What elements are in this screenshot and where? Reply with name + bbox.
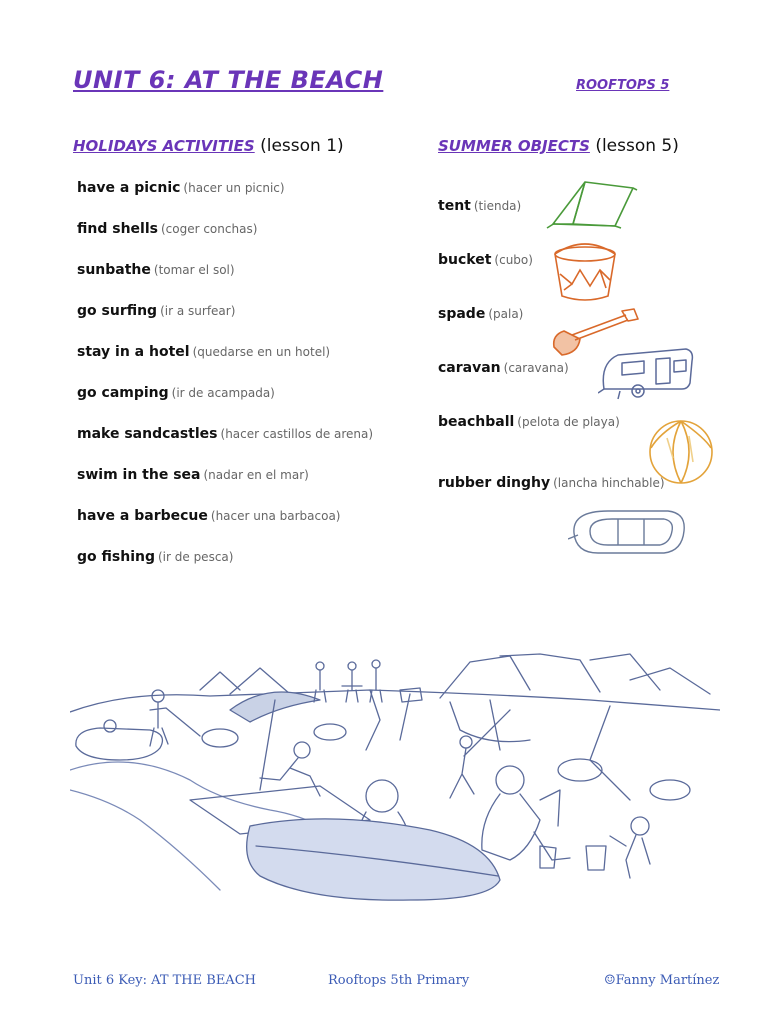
activity-item: sunbathe (tomar el sol) [77,262,235,278]
activity-item: have a picnic (hacer un picnic) [77,180,285,196]
caravan-illustration [598,343,698,403]
footer-book: Rooftops 5th Primary [328,973,470,988]
activity-item: go fishing (ir de pesca) [77,549,234,565]
page-title: UNIT 6: AT THE BEACH [73,66,384,94]
activities-lesson: (lesson 1) [260,136,344,156]
activities-list [77,180,373,590]
activity-item: find shells (coger conchas) [77,221,258,237]
objects-lesson: (lesson 5) [595,136,679,156]
activity-item: go camping (ir de acampada) [77,385,275,401]
activity-item: stay in a hotel (quedarse en un hotel) [77,344,331,360]
bucket-illustration [550,240,620,305]
object-item-spade: spade (pala) [438,306,524,322]
rubber-dinghy-illustration [568,505,688,560]
beach-scene-illustration [70,650,720,930]
tent-illustration [545,176,640,232]
object-item-tent: tent (tienda) [438,198,522,214]
object-item-bucket: bucket (cubo) [438,252,533,268]
footer-author: ☺Fanny Martínez [604,973,720,988]
beachball-illustration [645,418,717,486]
activity-item: swim in the sea (nadar en el mar) [77,467,309,483]
object-item-caravan: caravan (caravana) [438,360,569,376]
activity-item: have a barbecue (hacer una barbacoa) [77,508,341,524]
footer-unit: Unit 6 Key: AT THE BEACH [73,973,256,988]
activities-heading [73,136,344,156]
activity-item: make sandcastles (hacer castillos de arena) [77,426,374,442]
objects-title: SUMMER OBJECTS [438,137,590,155]
activities-title: HOLIDAYS ACTIVITIES [73,137,255,155]
objects-heading [438,136,679,156]
object-item-rubber-dinghy: rubber dinghy (lancha hinchable) [438,475,665,491]
object-item-beachball: beachball (pelota de playa) [438,414,620,430]
series-label: ROOFTOPS 5 [576,78,670,93]
activity-item: go surfing (ir a surfear) [77,303,236,319]
